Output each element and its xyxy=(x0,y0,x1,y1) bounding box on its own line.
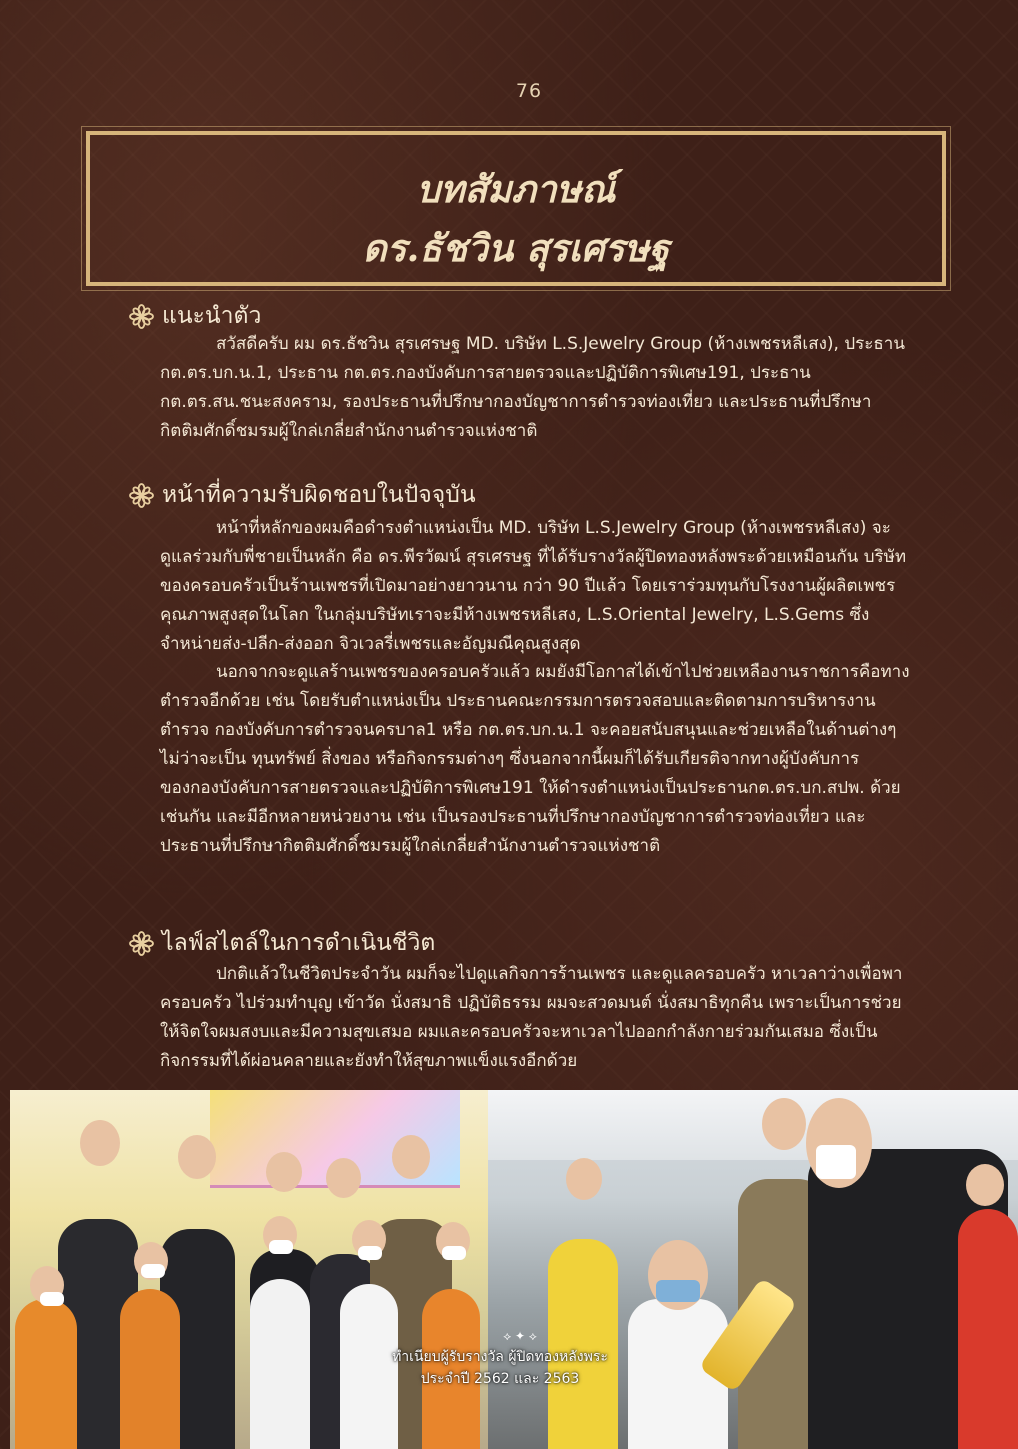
caption-line: ประจำปี 2562 และ 2563 xyxy=(420,1371,580,1387)
title-box xyxy=(86,131,946,286)
section-heading-label: ไลฟ์สไตล์ในการดำเนินชีวิต xyxy=(162,930,436,956)
person xyxy=(326,1158,361,1198)
face-mask xyxy=(442,1246,466,1260)
person xyxy=(958,1209,1018,1449)
event-photo-children xyxy=(10,1090,488,1449)
person xyxy=(966,1164,1004,1206)
flower-icon xyxy=(128,482,155,509)
person xyxy=(250,1279,310,1449)
photo-caption xyxy=(350,1346,650,1390)
person xyxy=(566,1158,602,1200)
paragraph: ปกติแล้วในชีวิตประจำวัน ผมก็จะไปดูแลกิจการร้านเพชร และดูแลครอบครัว หาเวลาว่างเพื่อพาครอบครัว ไปร่วมทำบุญ เข้าวัด นั่งสมาธิ ปฏิบัติธรรม ผมจะสวดมนต์ นั่งสมาธิทุกคืน เพราะเป็นการช่วยให้จิตใจผมสงบและมีความสุขเสมอ ผมและครอบครัวจะหาเวลาไปออกกำลังกายร่วมกันเสมอ ซึ่งเป็นกิจกรรมที่ได้ผ่อนคลายและยังทำให้สุขภาพแข็งแรงอีกด้วย xyxy=(160,964,903,1071)
caption-line: ทำเนียบผู้รับรางวัล ผู้ปิดทองหลังพระ xyxy=(392,1349,608,1365)
person xyxy=(120,1289,180,1449)
section-heading-lifestyle xyxy=(128,925,435,961)
person xyxy=(80,1120,120,1166)
face-mask xyxy=(358,1246,382,1260)
section-heading-label: หน้าที่ความรับผิดชอบในปัจจุบัน xyxy=(162,482,476,508)
page-number: 76 xyxy=(515,80,543,102)
caption-ornament: ⟡ ✦ ⟡ xyxy=(503,1329,537,1343)
person xyxy=(15,1299,77,1449)
face-mask xyxy=(141,1264,165,1278)
face-mask xyxy=(816,1145,856,1179)
flower-icon xyxy=(128,930,155,957)
photo-strip xyxy=(10,1090,1018,1449)
interviewee-name: ดร.ธัชวิน สุรเศรษฐ xyxy=(362,226,670,270)
event-photo-donation xyxy=(488,1090,1018,1449)
paragraph: สวัสดีครับ ผม ดร.ธัชวิน สุรเศรษฐ MD. บริษัท L.S.Jewelry Group (ห้างเพชรหลีเสง), ประธาน กต.ตร.บก.น.1, ประธาน กต.ตร.กองบังคับการสายตรวจและปฏิบัติการพิเศษ191, ประธาน กต.ตร.สน.ชนะสงคราม, รองประธานที่ปรึกษากองบัญชาการตำรวจท่องเที่ยว และประธานที่ปรึกษากิตติมศักดิ์ชมรมผู้ใกล่เกลี่ยสำนักงานตำรวจแห่งชาติ xyxy=(160,334,905,441)
person xyxy=(266,1152,302,1192)
section-heading-introduction xyxy=(128,298,261,334)
page-title: บทสัมภาษณ์ xyxy=(416,167,616,211)
face-mask xyxy=(656,1280,700,1302)
flower-icon xyxy=(128,303,155,330)
face-mask xyxy=(269,1240,293,1254)
paragraph: หน้าที่หลักของผมคือดำรงตำแหน่งเป็น MD. บริษัท L.S.Jewelry Group (ห้างเพชรหลีเสง) จะดูแลร่วมกับพี่ชายเป็นหลัก คือ ดร.พีรวัฒน์ สุรเศรษฐ ที่ได้รับรางวัลผู้ปิดทองหลังพระด้วยเหมือนกัน บริษัทของครอบครัวเป็นร้านเพชรที่เปิดมาอย่างยาวนาน กว่า 90 ปีแล้ว โดยเราร่วมทุนกับโรงงานผู้ผลิตเพชรคุณภาพสูงสุดในโลก ในกลุ่มบริษัทเราจะมีห้างเพชรหลีเสง, L.S.Oriental Jewelry, L.S.Gems ซึ่งจำหน่ายส่ง-ปลีก-ส่งออก จิวเวลรี่เพชรและอัญมณีคุณสูงสุด xyxy=(160,518,907,654)
person xyxy=(762,1098,806,1150)
face-mask xyxy=(40,1292,64,1306)
person xyxy=(178,1135,216,1179)
section-heading-label: แนะนำตัว xyxy=(162,303,262,329)
person xyxy=(548,1239,618,1449)
section-heading-responsibilities xyxy=(128,477,476,513)
paragraph: นอกจากจะดูแลร้านเพชรของครอบครัวแล้ว ผมยังมีโอกาสได้เข้าไปช่วยเหลืองานราชการคือทางตำรวจอีกด้วย เช่น โดยรับตำแหน่งเป็น ประธานคณะกรรมการตรวจสอบและติดตามการบริหารงานตำรวจ กองบังคับการตำรวจนครบาล1 หรือ กต.ตร.บก.น.1 จะคอยสนับสนุนและช่วยเหลือในด้านต่างๆ ไม่ว่าจะเป็น ทุนทรัพย์ สิ่งของ หรือกิจกรรมต่างๆ ซึ่งนอกจากนี้ผมก็ได้รับเกียรติจากทางผู้บังคับการของกองบังคับการสายตรวจและปฏิบัติการพิเศษ191 ให้ดำรงตำแหน่งเป็นประธานกต.ตร.บก.สปพ. ด้วยเช่นกัน และมีอีกหลายหน่วยงาน เช่น เป็นรองประธานที่ปรึกษากองบัญชาการตำรวจท่องเที่ยว และประธานที่ปรึกษากิตติมศักดิ์ชมรมผู้ใกล่เกลี่ยสำนักงานตำรวจแห่งชาติ xyxy=(160,662,910,856)
person xyxy=(392,1135,430,1179)
